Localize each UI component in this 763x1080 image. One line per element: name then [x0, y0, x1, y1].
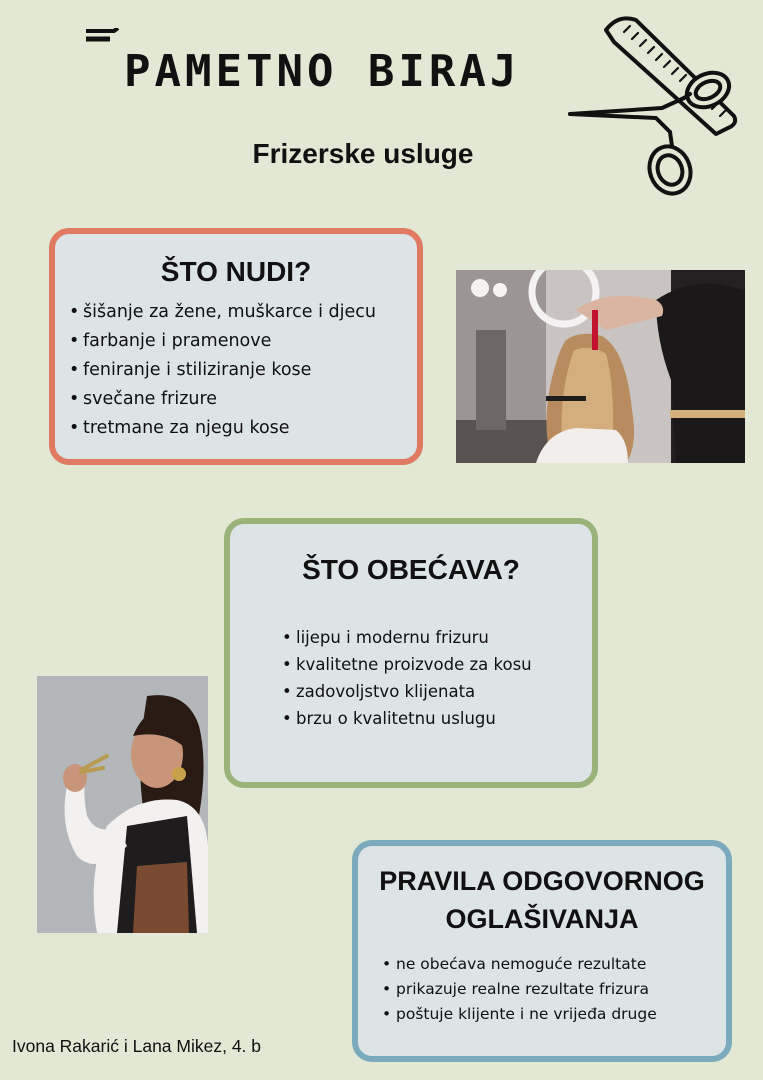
- list-item: • kvalitetne proizvode za kosu: [280, 651, 592, 678]
- list-item: • prikazuje realne rezultate frizura: [380, 977, 726, 1002]
- rules-heading-line2: OGLAŠIVANJA: [445, 904, 639, 934]
- list-item: • lijepu i modernu frizuru: [280, 624, 592, 651]
- promises-list: [230, 624, 592, 732]
- promises-box: [224, 518, 598, 788]
- list-item: • farbanje i pramenove: [67, 327, 417, 356]
- list-item: • šišanje za žene, muškarce i djecu: [67, 298, 417, 327]
- title-accent-mark: [84, 28, 120, 44]
- rules-list: [358, 952, 726, 1027]
- advertising-rules-box: [352, 840, 732, 1062]
- page-title: PAMETNO BIRAJ: [124, 46, 521, 97]
- list-item: • brzu o kvalitetnu uslugu: [280, 705, 592, 732]
- offers-heading: ŠTO NUDI?: [160, 256, 312, 287]
- stylist-holding-scissors-photo: [37, 676, 208, 933]
- hairdresser-styling-client-photo: [456, 270, 745, 463]
- list-item: • tretmane za njegu kose: [67, 414, 417, 443]
- comb-and-scissors-icon: [566, 12, 738, 196]
- list-item: • svečane frizure: [67, 385, 417, 414]
- offers-box: [49, 228, 423, 465]
- promises-heading: ŠTO OBEĆAVA?: [302, 554, 520, 585]
- list-item: • zadovoljstvo klijenata: [280, 678, 592, 705]
- offers-list: [55, 298, 417, 443]
- authors-credit: Ivona Rakarić i Lana Mikez, 4. b: [12, 1036, 262, 1056]
- page-subtitle: Frizerske usluge: [252, 138, 474, 169]
- rules-heading: [358, 862, 726, 938]
- list-item: • ne obećava nemoguće rezultate: [380, 952, 726, 977]
- rules-heading-line1: PRAVILA ODGOVORNOG: [379, 866, 705, 896]
- list-item: • feniranje i stiliziranje kose: [67, 356, 417, 385]
- list-item: • poštuje klijente i ne vrijeđa druge: [380, 1002, 726, 1027]
